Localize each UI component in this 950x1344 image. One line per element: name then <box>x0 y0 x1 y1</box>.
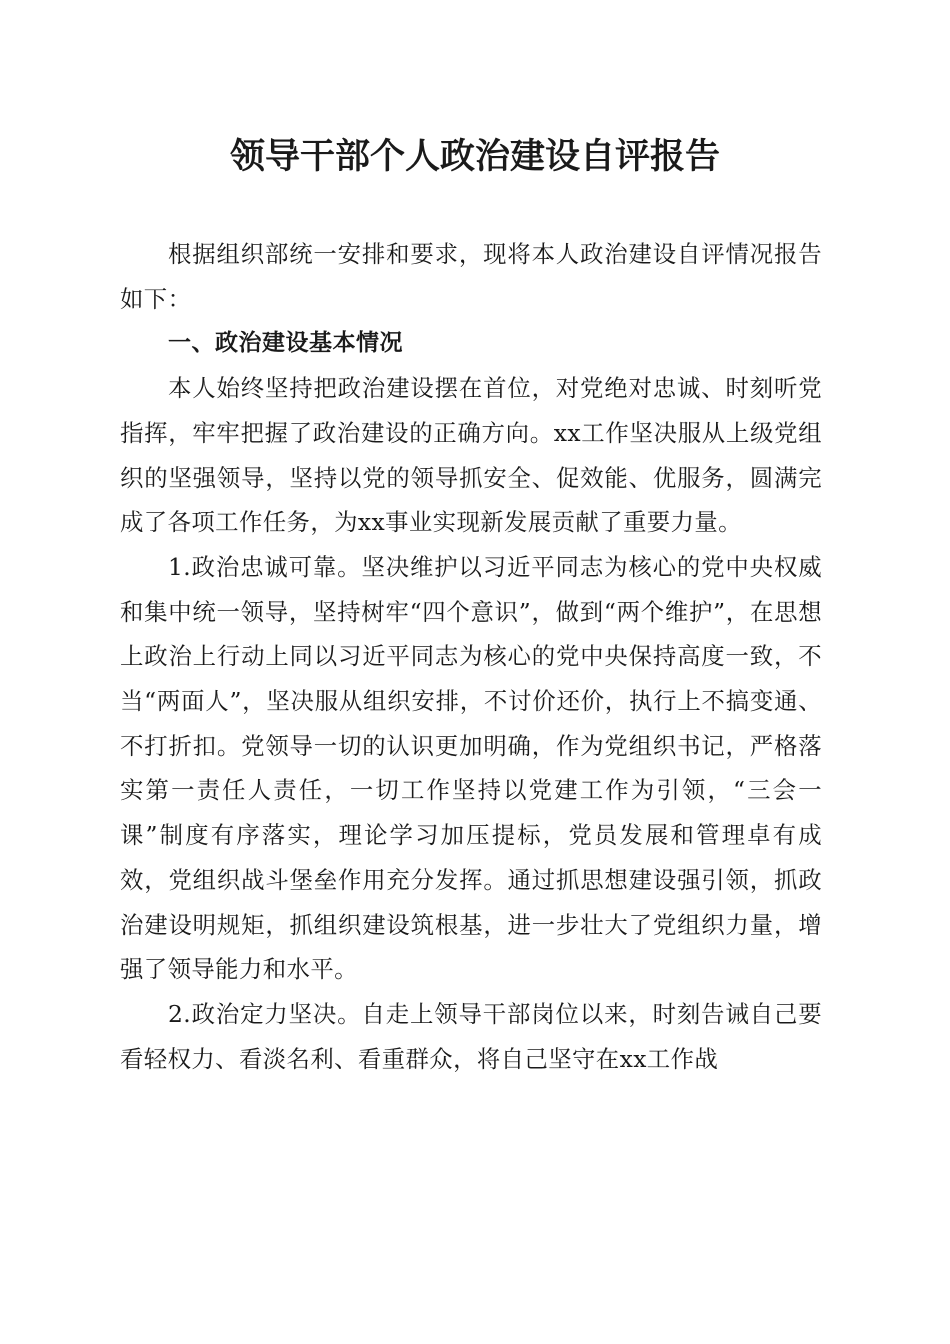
point-1-paragraph: 1.政治忠诚可靠。坚决维护以习近平同志为核心的党中央权威和集中统一领导，坚持树牢“四个意识”，做到“两个维护”，在思想上政治上行动上同以习近平同志为核心的党中央保持高度一致，不当“两面人”，坚决服从组织安排，不讨价还价，执行上不搞变通、不打折扣。党领导一切的认识更加明确，作为党组织书记，严格落实第一责任人责任，一切工作坚持以党建工作为引领，“三会一课”制度有序落实，理论学习加压提标，党员发展和管理卓有成效，党组织战斗堡垒作用充分发挥。通过抓思想建设强引领，抓政治建设明规矩，抓组织建设筑根基，进一步壮大了党组织力量，增强了领导能力和水平。 <box>120 552 822 984</box>
document-body <box>120 232 822 1081</box>
section-paragraph: 本人始终坚持把政治建设摆在首位，对党绝对忠诚、时刻听党指挥，牢牢把握了政治建设的正确方向。xx工作坚决服从上级党组织的坚强领导，坚持以党的领导抓安全、促效能、优服务，圆满完成了各项工作任务，为xx事业实现新发展贡献了重要力量。 <box>120 374 822 537</box>
section-heading: 一、政治建设基本情况 <box>168 330 403 357</box>
intro-paragraph: 根据组织部统一安排和要求，现将本人政治建设自评情况报告如下： <box>120 240 822 313</box>
document-title: 领导干部个人政治建设自评报告 <box>229 136 720 177</box>
point-2-paragraph: 2.政治定力坚决。自走上领导干部岗位以来，时刻告诫自己要看轻权力、看淡名利、看重群众，将自己坚守在xx工作战 <box>120 999 822 1073</box>
